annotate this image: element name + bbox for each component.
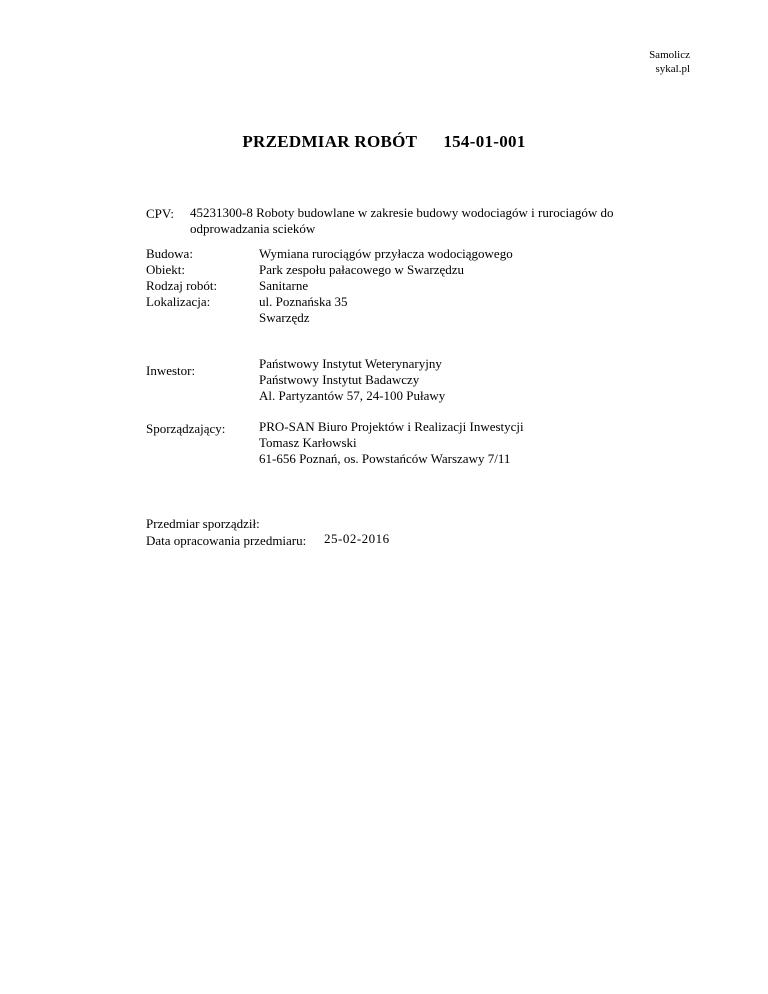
cpv-line-1: 45231300-8 Roboty budowlane w zakresie budowy wodociagów i rurociagów do	[190, 205, 614, 220]
document-title	[0, 132, 768, 152]
cpv-line-2: odprowadzania scieków	[190, 221, 316, 236]
author-label: Sporządzający:	[146, 421, 226, 436]
value-budowa: Wymiana rurociągów przyłacza wodociągowego	[259, 246, 513, 261]
investor-line-2: Państwowy Instytut Badawczy	[259, 372, 420, 387]
date-label: Data opracowania przedmiaru:	[146, 533, 307, 548]
project-labels	[146, 246, 217, 310]
investor-line-3: Al. Partyzantów 57, 24-100 Puławy	[259, 388, 446, 403]
cpv-label: CPV:	[146, 206, 174, 221]
investor-line-1: Państwowy Instytut Weterynaryjny	[259, 356, 442, 371]
author-line-1: PRO-SAN Biuro Projektów i Realizacji Inwestycji	[259, 419, 524, 434]
label-rodzaj-robot: Rodzaj robót:	[146, 278, 218, 293]
project-values	[259, 246, 513, 326]
header-corner-text	[649, 48, 690, 76]
author-line-3: 61-656 Poznań, os. Powstańców Warszawy 7/11	[259, 451, 511, 466]
value-rodzaj-robot: Sanitarne	[259, 278, 309, 293]
investor-label: Inwestor:	[146, 363, 196, 378]
author-line-2: Tomasz Karłowski	[259, 435, 357, 450]
corner-line-2: sykal.pl	[655, 63, 690, 75]
corner-line-1: Samolicz	[649, 49, 690, 61]
label-lokalizacja: Lokalizacja:	[146, 294, 211, 309]
value-lokalizacja-street: ul. Poznańska 35	[259, 294, 348, 309]
title-text: PRZEDMIAR ROBÓT	[242, 132, 418, 151]
date-value: 25-02-2016	[324, 531, 390, 546]
cpv-description	[190, 205, 650, 237]
label-budowa: Budowa:	[146, 246, 193, 261]
value-lokalizacja-city: Swarzędz	[259, 310, 310, 325]
title-number: 154-01-001	[443, 132, 526, 151]
author-values	[259, 419, 524, 467]
value-obiekt: Park zespołu pałacowego w Swarzędzu	[259, 262, 465, 277]
label-obiekt: Obiekt:	[146, 262, 185, 277]
investor-values	[259, 356, 445, 404]
prepared-by-label: Przedmiar sporządził:	[146, 516, 260, 531]
